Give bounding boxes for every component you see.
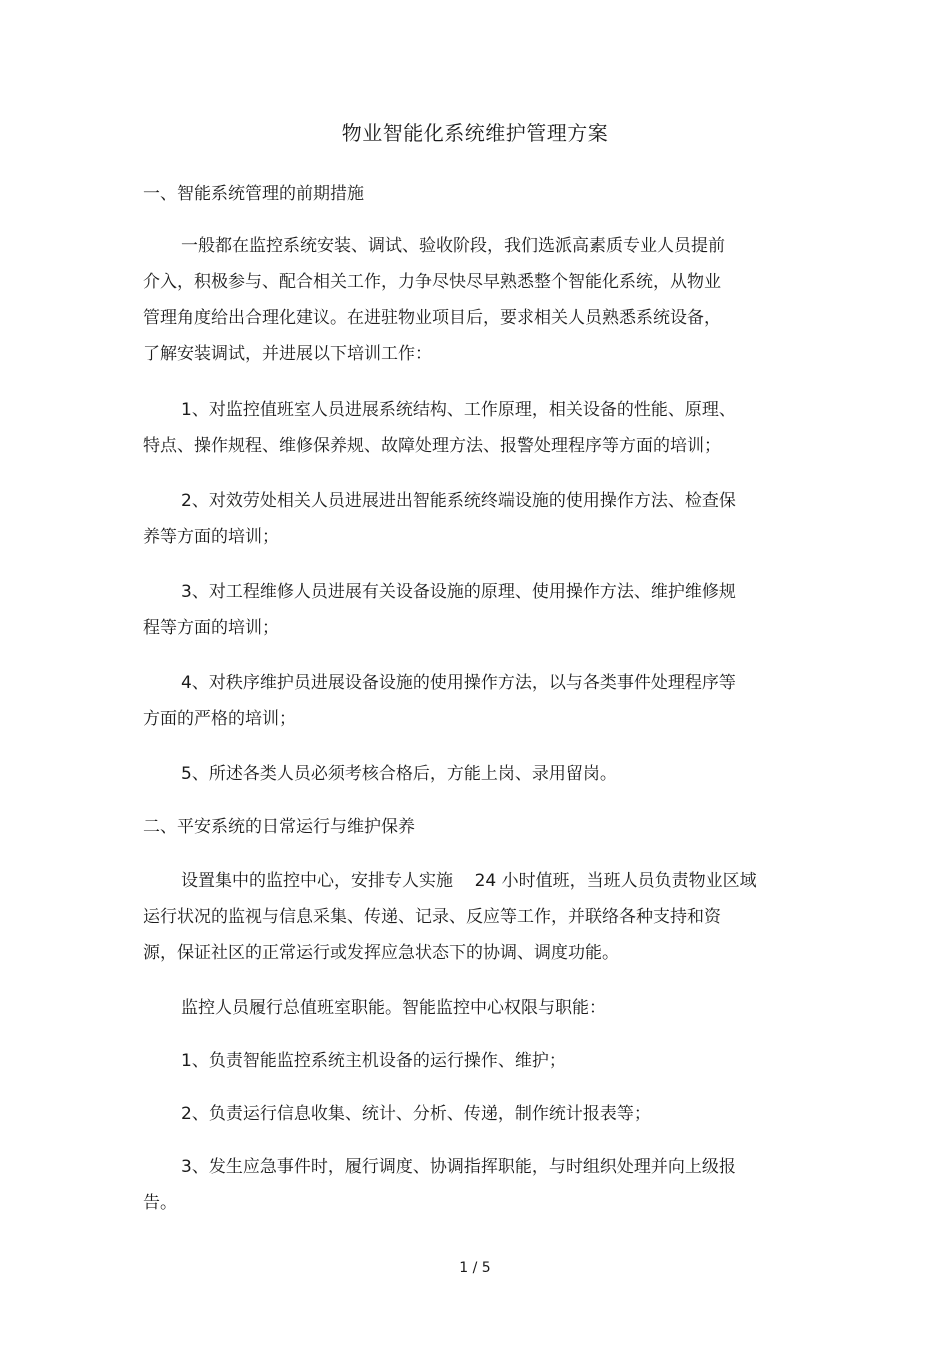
list-item-line: 5、所述各类人员必须考核合格后，方能上岗、录用留岗。: [181, 764, 617, 784]
list-item-line: 2、对效劳处相关人员进展进出智能系统终端设施的使用操作方法、检查保: [181, 491, 736, 511]
list-item-line: 4、对秩序维护员进展设备设施的使用操作方法，以与各类事件处理程序等: [181, 673, 736, 693]
list-item-line: 1、对监控值班室人员进展系统结构、工作原理，相关设备的性能、原理、: [181, 400, 736, 420]
list-item-line: 3、对工程维修人员进展有关设备设施的原理、使用操作方法、维护维修规: [181, 582, 736, 602]
list-item-line: 特点、操作规程、维修保养规、故障处理方法、报警处理程序等方面的培训；: [143, 436, 721, 456]
list-item-line: 3、发生应急事件时，履行调度、协调指挥职能，与时组织处理并向上级报: [181, 1157, 736, 1177]
document-title: 物业智能化系统维护管理方案: [341, 121, 609, 145]
paragraph-line: 一般都在监控系统安装、调试、验收阶段，我们选派高素质专业人员提前: [181, 236, 725, 256]
page-number: 1 / 5: [459, 1260, 491, 1276]
list-item-line: 养等方面的培训；: [143, 527, 279, 547]
list-item-line: 程等方面的培训；: [143, 618, 279, 638]
list-item-line: 1、负责智能监控系统主机设备的运行操作、维护；: [181, 1051, 566, 1071]
list-item-line: 方面的严格的培训；: [143, 709, 296, 729]
paragraph-line: 介入，积极参与、配合相关工作，力争尽快尽早熟悉整个智能化系统，从物业: [143, 272, 721, 292]
paragraph-line: 设置集中的监控中心，安排专人实施 24 小时值班，当班人员负责物业区域: [181, 871, 757, 891]
section-heading-1: 一、智能系统管理的前期措施: [143, 184, 364, 204]
paragraph-line: 运行状况的监视与信息采集、传递、记录、反应等工作，并联络各种支持和资: [143, 907, 721, 927]
paragraph-line: 监控人员履行总值班室职能。智能监控中心权限与职能：: [181, 998, 606, 1018]
list-item-line: 2、负责运行信息收集、统计、分析、传递，制作统计报表等；: [181, 1104, 651, 1124]
list-item-line: 告。: [143, 1193, 177, 1213]
paragraph-line: 源，保证社区的正常运行或发挥应急状态下的协调、调度功能。: [143, 943, 619, 963]
paragraph-line: 管理角度给出合理化建议。在进驻物业项目后，要求相关人员熟悉系统设备，: [143, 308, 721, 328]
section-heading-2: 二、平安系统的日常运行与维护保养: [143, 817, 415, 837]
paragraph-line: 了解安装调试，并进展以下培训工作：: [143, 344, 432, 364]
